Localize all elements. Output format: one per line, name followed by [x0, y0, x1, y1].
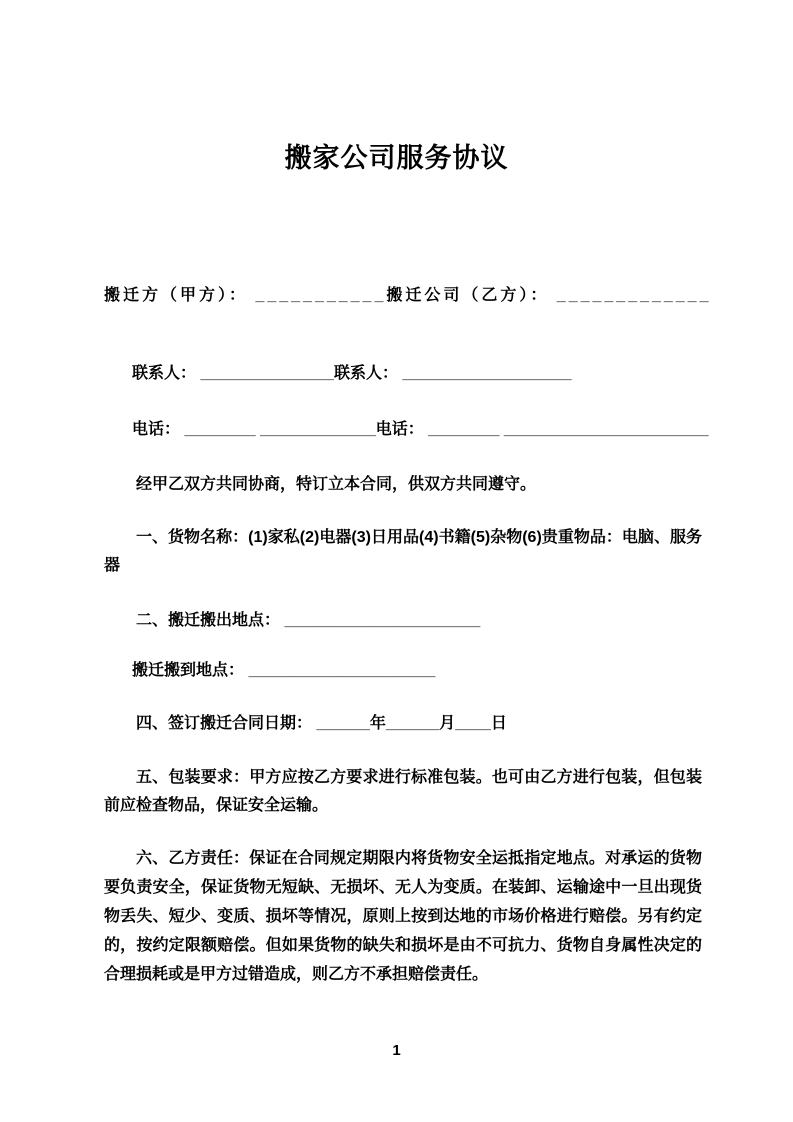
- clause-move-in-location: [104, 657, 435, 685]
- contact-b-blank-field: ___________________: [402, 365, 572, 382]
- move-in-label: 搬迁搬到地点：: [132, 662, 249, 679]
- move-in-blank-field: _____________________: [248, 662, 436, 679]
- parties-line: [104, 282, 711, 310]
- move-out-label: 二、搬迁搬出地点：: [136, 612, 285, 629]
- clause-packing-requirements: 五、包装要求：甲方应按乙方要求进行标准包装。也可由乙方进行包装，但包装前应检查物品，保证安全运输。: [104, 769, 702, 814]
- phone-b-label: 电话：: [375, 421, 429, 438]
- phone-b-blank-field: ________ _______________________: [428, 421, 709, 438]
- document-title: 搬家公司服务协议: [284, 143, 509, 173]
- phone-a-label: 电话：: [132, 421, 185, 438]
- clause-party-b-responsibility: 六、乙方责任：保证在合同规定期限内将货物安全运抵指定地点。对承运的货物要负责安全，保证货物无短缺、无损坏、无人为变质。在装卸、运输途中一旦出现货物丢失、短少、变质、损坏等情况，原则上按到达地的市场价格进行赔偿。另有约定的，按约定限额赔偿。但如果货物的缺失和损坏是由不可抗力、货物自身属性决定的合理损耗或是甲方过错造成，则乙方不承担赔偿责任。: [104, 850, 702, 983]
- party-b-label: 搬迁公司（乙方）：: [386, 287, 557, 304]
- date-year-unit: 年: [369, 715, 386, 732]
- phones-line: [104, 416, 709, 444]
- clause-goods-name: 一、货物名称：(1)家私(2)电器(3)日用品(4)书籍(5)杂物(6)贵重物品：电脑、服务器: [104, 529, 702, 574]
- party-a-blank-field: ___________: [255, 287, 387, 304]
- contact-a-label: 联系人：: [132, 365, 201, 382]
- date-month-unit: 月: [439, 715, 456, 732]
- party-a-label: 搬迁方（甲方）：: [104, 287, 256, 304]
- contact-b-label: 联系人：: [333, 365, 403, 382]
- clause-contract-date: [104, 710, 507, 738]
- preamble-paragraph: 经甲乙双方共同协商，特订立本合同，供双方共同遵守。: [136, 476, 537, 493]
- clause-move-out-location: [104, 607, 480, 635]
- move-out-blank-field: ______________________: [284, 612, 481, 629]
- contract-date-label: 四、签订搬迁合同日期：: [136, 715, 317, 732]
- date-month-blank-field: ______: [385, 715, 440, 732]
- contacts-line: [104, 360, 571, 388]
- page-number: 1: [392, 1042, 401, 1059]
- date-day-blank-field: ____: [455, 715, 491, 732]
- party-b-blank-field: _____________: [556, 287, 712, 304]
- date-day-unit: 日: [490, 715, 507, 732]
- contact-a-blank-field: _______________: [200, 365, 334, 382]
- phone-a-blank-field: ________ _____________: [184, 421, 376, 438]
- date-year-blank-field: ______: [316, 715, 370, 732]
